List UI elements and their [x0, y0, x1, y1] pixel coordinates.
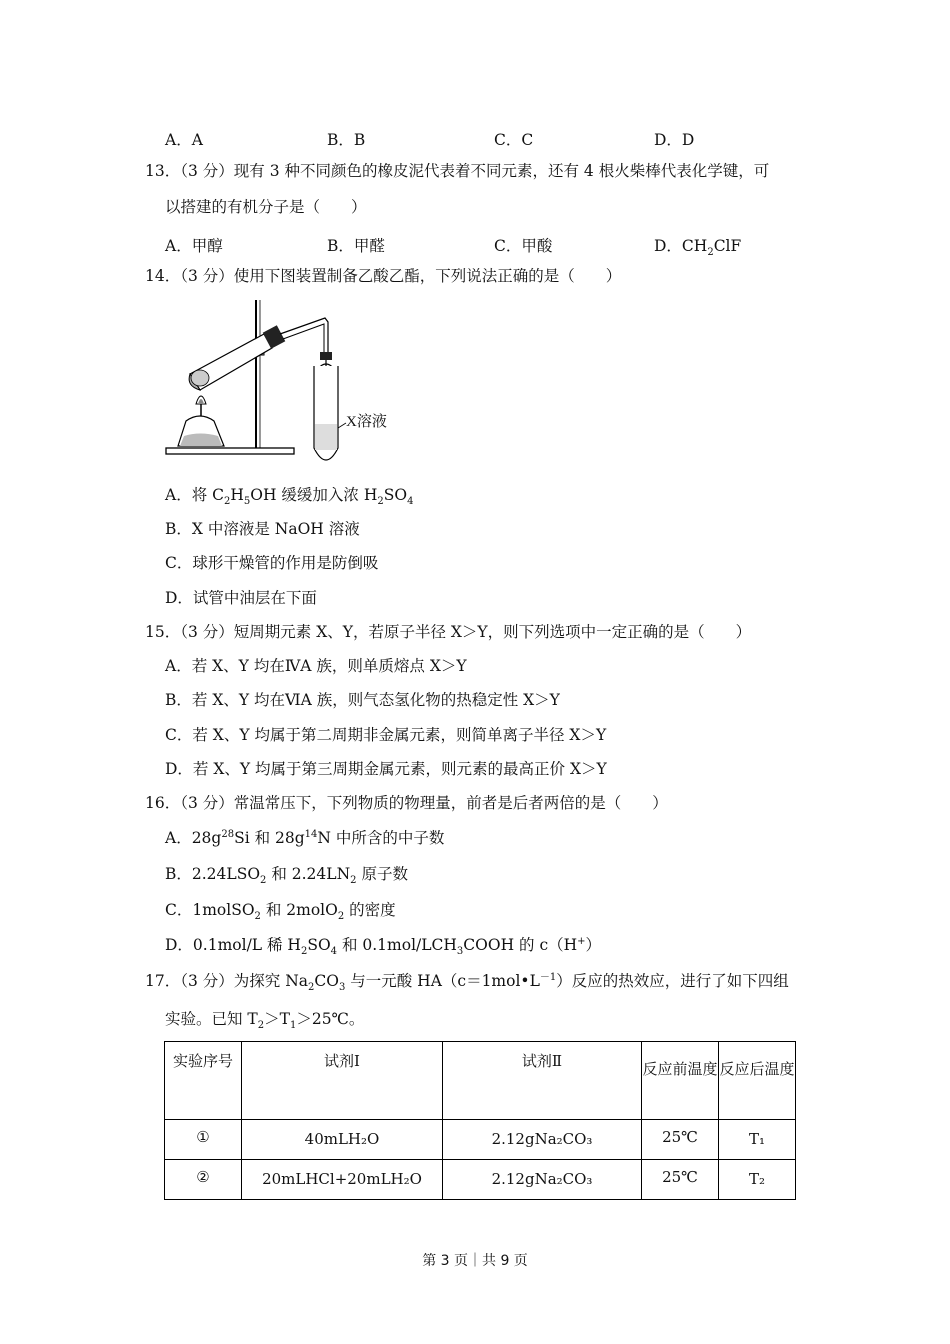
table-row [165, 1120, 796, 1160]
q17-stem-line1: 17．（3 分）为探究 $Na_2CO_3$ 与一元酸 $HA(c=1mol•L^{-1})$反应的热效应，进行了如下四组 [145, 971, 789, 994]
q12-option-a: A．A [165, 131, 203, 149]
page-footer: 第 3 页｜共 9 页 [422, 1253, 528, 1269]
table-cell: 25℃ [642, 1120, 719, 1160]
q15-option-c: C．若 X、Y 均属于第二周期非金属元素，则简单离子半径 X＞Y [165, 726, 607, 744]
q13-option-a: A．甲醇 [165, 237, 223, 255]
x-solution-label: X溶液 [346, 414, 387, 430]
q15-option-d: D．若 X、Y 均属于第三周期金属元素，则元素的最高正价 X＞Y [165, 760, 607, 778]
q13-stem-line1: 13．（3 分）现有 3 种不同颜色的橡皮泥代表着不同元素，还有 4 根火柴棒代表化学键，可 [145, 162, 770, 180]
table-cell: 25℃ [642, 1160, 719, 1200]
table-cell: 20mLHCl+20mLH₂O [242, 1160, 443, 1200]
q14-stem: 14．（3 分）使用下图装置制备乙酸乙酯，下列说法正确的是（ ） [145, 267, 622, 285]
experiment-table [164, 1041, 796, 1200]
q16-stem: 16．（3 分）常温常压下，下列物质的物理量，前者是后者两倍的是（ ） [145, 794, 668, 812]
table-header: 实验序号 [165, 1042, 242, 1120]
table-header: 试剂Ⅱ [443, 1042, 642, 1120]
table-cell: 2.12gNa₂CO₃ [443, 1160, 642, 1200]
table-cell: ② [165, 1160, 242, 1200]
table-header: 试剂Ⅰ [242, 1042, 443, 1120]
q13-option-d: D．$CH_2ClF$ [654, 237, 742, 259]
table-header: 反应前温度 [642, 1042, 719, 1120]
q16-option-c: C．1molSO$_2$ 和 2molO$_2$ 的密度 [165, 901, 396, 923]
table-cell: T₂ [719, 1160, 796, 1200]
q14-option-d: D．试管中油层在下面 [165, 589, 317, 607]
q12-option-d: D．D [654, 131, 695, 149]
q16-option-b: B．$2.24LSO_2$ 和 $2.24LN_2$ 原子数 [165, 865, 408, 887]
q13-option-b: B．甲醛 [327, 237, 385, 255]
q12-option-b: B．B [327, 131, 366, 149]
table-row [165, 1160, 796, 1200]
q14-option-b: B．X 中溶液是 NaOH 溶液 [165, 520, 360, 538]
q15-option-b: B．若 X、Y 均在ⅥA 族，则气态氢化物的热稳定性 X＞Y [165, 691, 560, 709]
q16-option-a: A．$28g^{28}Si$ 和 $28g^{14}N$ 中所含的中子数 [165, 828, 445, 847]
table-header: 反应后温度 [719, 1042, 796, 1120]
q14-option-a: A．将 $C_2H_5OH$ 缓缓加入浓 $H_2SO_4$ [165, 486, 414, 508]
q14-option-c: C．球形干燥管的作用是防倒吸 [165, 554, 379, 572]
ester-apparatus-figure [160, 296, 400, 466]
table-header-row [165, 1042, 796, 1120]
table-cell: 2.12gNa₂CO₃ [443, 1120, 642, 1160]
q15-stem: 15．（3 分）短周期元素 X、Y，若原子半径 X＞Y，则下列选项中一定正确的是（ ） [145, 623, 752, 641]
table-cell: ① [165, 1120, 242, 1160]
q13-stem-line2: 以搭建的有机分子是（ ） [165, 198, 367, 216]
table-cell: T₁ [719, 1120, 796, 1160]
q16-option-d: D．0.1mol/L 稀 $H_2SO_4$ 和 $0.1mol/LCH_3COOH$ 的 c（H+） [165, 935, 602, 958]
q17-stem-line2: 实验。已知 $T_2>T_1>25℃$。 [165, 1010, 365, 1032]
q15-option-a: A．若 X、Y 均在ⅣA 族，则单质熔点 X＞Y [165, 657, 467, 675]
q13-option-c: C．甲酸 [494, 237, 553, 255]
table-cell: 40mLH₂O [242, 1120, 443, 1160]
q12-option-c: C．C [494, 131, 534, 149]
